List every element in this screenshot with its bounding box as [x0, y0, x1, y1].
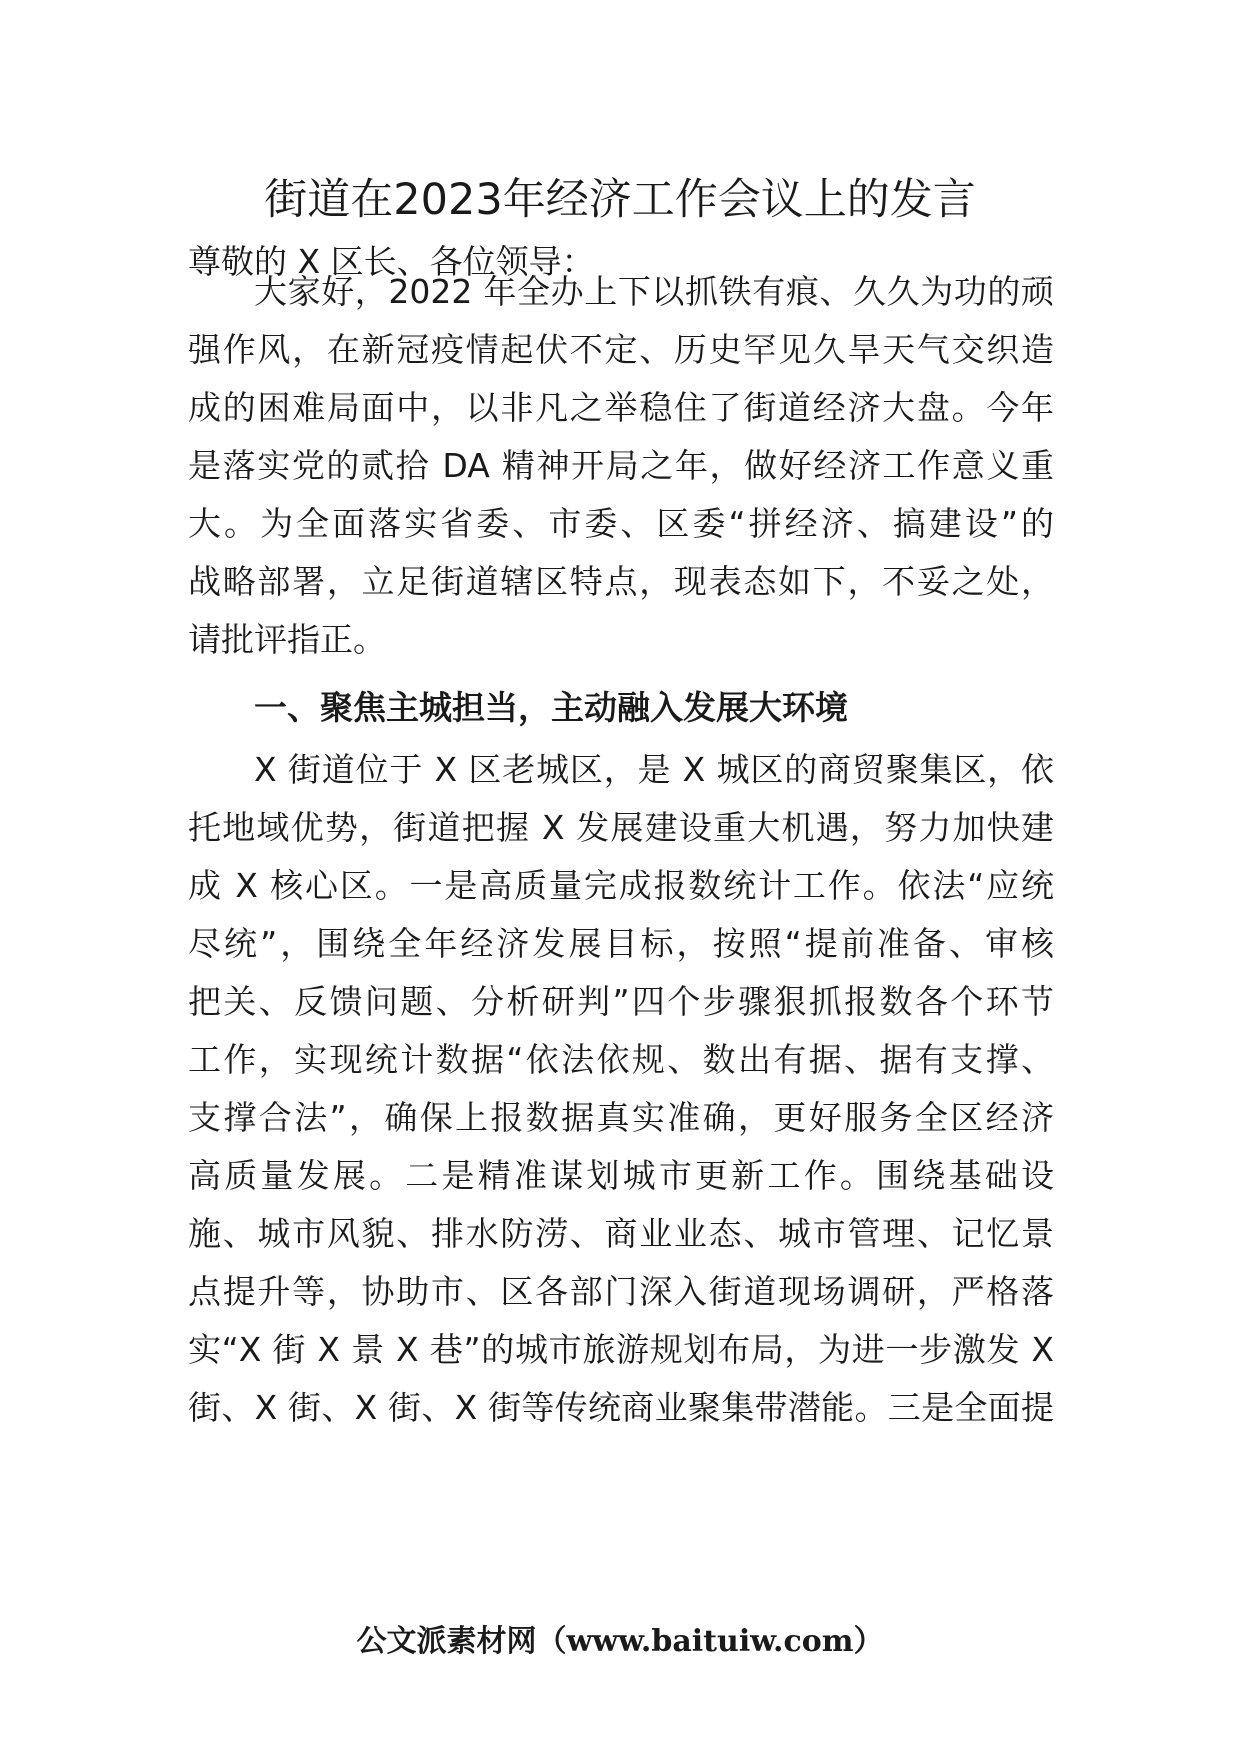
- footer-watermark: 公文派素材网（www.baituiw.com）: [356, 1624, 884, 1659]
- paragraph-line: 尽统”，围绕全年经济发展目标，按照“提前准备、审核: [188, 924, 1054, 963]
- paragraph-line: 是落实党的贰拾 DA 精神开局之年，做好经济工作意义重: [188, 446, 1054, 485]
- section-heading: 一、聚焦主城担当，主动融入发展大环境: [254, 688, 848, 727]
- salutation: 尊敬的 X 区长、各位领导：: [188, 242, 595, 281]
- paragraph-line: 战略部署，立足街道辖区特点，现表态如下，不妥之处，: [188, 562, 1054, 601]
- paragraph-line: 托地域优势，街道把握 X 发展建设重大机遇，努力加快建: [188, 808, 1054, 847]
- paragraph-line: 施、城市风貌、排水防涝、商业业态、城市管理、记忆景: [188, 1214, 1054, 1253]
- paragraph-line: X 街道位于 X 区老城区，是 X 城区的商贸聚集区，依: [254, 750, 1054, 789]
- paragraph-line: 成 X 核心区。一是高质量完成报数统计工作。依法“应统: [188, 866, 1054, 905]
- paragraph-line: 大家好，2022 年全办上下以抓铁有痕、久久为功的顽: [254, 272, 1054, 311]
- paragraph-line: 把关、反馈问题、分析研判”四个步骤狠抓报数各个环节: [188, 982, 1054, 1021]
- paragraph-line: 街、X 街、X 街、X 街等传统商业聚集带潜能。三是全面提: [188, 1388, 1054, 1427]
- paragraph-line: 工作，实现统计数据“依法依规、数出有据、据有支撑、: [188, 1040, 1054, 1079]
- paragraph-line: 大。为全面落实省委、市委、区委“拼经济、搞建设”的: [188, 504, 1054, 543]
- paragraph-line: 强作风，在新冠疫情起伏不定、历史罕见久旱天气交织造: [188, 330, 1054, 369]
- paragraph-line: 实“X 街 X 景 X 巷”的城市旅游规划布局，为进一步激发 X: [188, 1330, 1054, 1369]
- paragraph-line: 高质量发展。二是精准谋划城市更新工作。围绕基础设: [188, 1156, 1054, 1195]
- document-title: 街道在2023年经济工作会议上的发言: [264, 175, 976, 225]
- paragraph-line: 支撑合法”，确保上报数据真实准确，更好服务全区经济: [188, 1098, 1054, 1137]
- paragraph-line: 请批评指正。: [188, 620, 386, 659]
- paragraph-line: 成的困难局面中，以非凡之举稳住了街道经济大盘。今年: [188, 388, 1054, 427]
- paragraph-line: 点提升等，协助市、区各部门深入街道现场调研，严格落: [188, 1272, 1054, 1311]
